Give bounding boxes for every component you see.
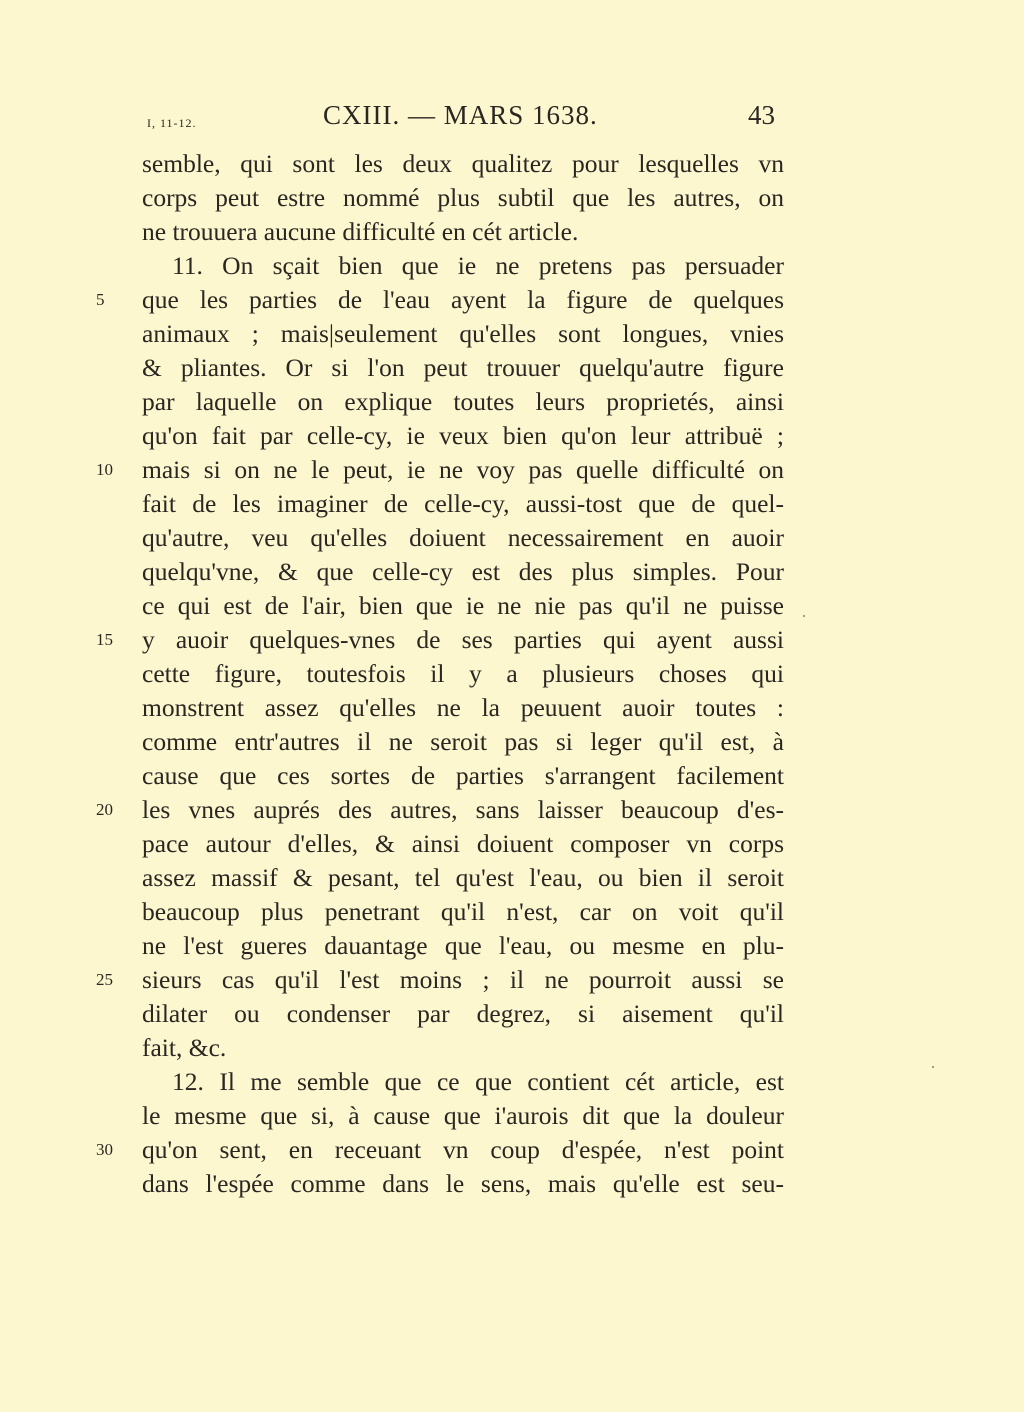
text-line: mais si on ne le peut, ie ne voy pas quelle difficulté on	[142, 455, 784, 484]
text-line: ne l'est gueres dauantage que l'eau, ou mesme en plu-	[142, 931, 784, 960]
text-line: dilater ou condenser par degrez, si aisement qu'il	[142, 999, 784, 1028]
text-line: dans l'espée comme dans le sens, mais qu'elle est seu-	[142, 1169, 784, 1198]
text-line: fait, &c.	[142, 1033, 227, 1062]
text-line: qu'on sent, en receuant vn coup d'espée, n'est point	[142, 1135, 784, 1164]
text-line: fait de les imaginer de celle-cy, aussi-tost que de quel-	[142, 489, 784, 518]
paper-speck	[803, 615, 805, 617]
text-line: ne trouuera aucune difficulté en cét article.	[142, 217, 579, 246]
page-number: 43	[748, 100, 775, 130]
text-line: monstrent assez qu'elles ne la peuuent auoir toutes :	[142, 693, 784, 722]
text-line: sieurs cas qu'il l'est moins ; il ne pourroit aussi se	[142, 965, 784, 994]
text-line: y auoir quelques-vnes de ses parties qui ayent aussi	[142, 625, 784, 654]
header-title: CXIII. — MARS 1638.	[323, 100, 598, 130]
text-line: que les parties de l'eau ayent la figure de quelques	[142, 285, 784, 314]
text-line: ce qui est de l'air, bien que ie ne nie pas qu'il ne puisse	[142, 591, 784, 620]
text-line: corps peut estre nommé plus subtil que les autres, on	[142, 183, 784, 212]
text-line: les vnes auprés des autres, sans laisser beaucoup d'es-	[142, 795, 784, 824]
text-line: animaux ; mais|seulement qu'elles sont longues, vnies	[142, 319, 784, 348]
text-line: qu'on fait par celle-cy, ie veux bien qu'on leur attribuë ;	[142, 421, 784, 450]
paper-speck	[932, 1066, 934, 1068]
text-line: cette figure, toutesfois il y a plusieurs choses qui	[142, 659, 784, 688]
text-line: par laquelle on explique toutes leurs proprietés, ainsi	[142, 387, 784, 416]
text-line: semble, qui sont les deux qualitez pour lesquelles vn	[142, 149, 784, 178]
text-line: comme entr'autres il ne seroit pas si leger qu'il est, à	[142, 727, 784, 756]
line-number: 5	[96, 290, 105, 309]
line-number: 20	[96, 800, 113, 819]
text-line: cause que ces sortes de parties s'arrangent facilement	[142, 761, 784, 790]
text-line: assez massif & pesant, tel qu'est l'eau, ou bien il seroit	[142, 863, 784, 892]
line-number: 25	[96, 970, 113, 989]
line-number: 10	[96, 460, 113, 479]
text-line: le mesme que si, à cause que i'aurois dit que la douleur	[142, 1101, 784, 1130]
text-line: qu'autre, veu qu'elles doiuent necessairement en auoir	[142, 523, 784, 552]
header-reference: I, 11-12.	[147, 116, 197, 130]
line-number: 30	[96, 1140, 113, 1159]
text-line: & pliantes. Or si l'on peut trouuer quelqu'autre figure	[142, 353, 784, 382]
text-line: beaucoup plus penetrant qu'il n'est, car on voit qu'il	[142, 897, 784, 926]
text-line: 12. Il me semble que ce que contient cét article, est	[172, 1067, 784, 1096]
line-number: 15	[96, 630, 113, 649]
text-line: quelqu'vne, & que celle-cy est des plus simples. Pour	[142, 557, 784, 586]
text-line: 11. On sçait bien que ie ne pretens pas persuader	[172, 251, 784, 280]
text-line: pace autour d'elles, & ainsi doiuent composer vn corps	[142, 829, 784, 858]
